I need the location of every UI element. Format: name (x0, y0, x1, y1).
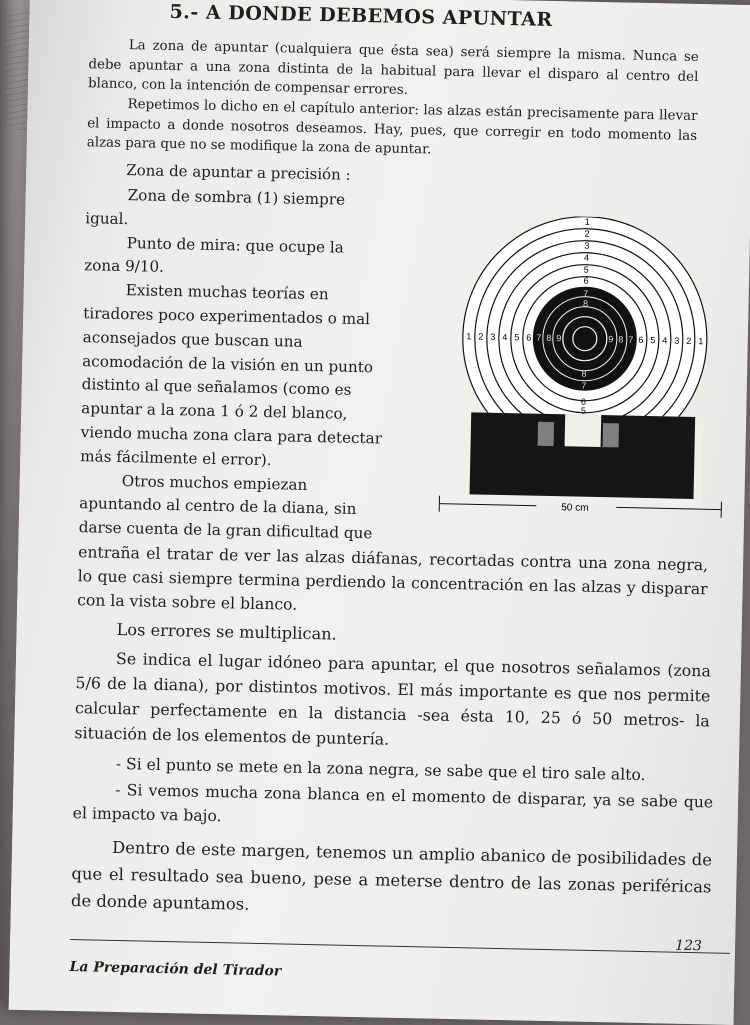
ring-number: 4 (662, 335, 667, 345)
paragraph-errores: Los errores se multiplican. (76, 617, 706, 654)
ring-number: 9 (556, 333, 561, 343)
page-number: 123 (675, 938, 702, 955)
sight-left-texture (538, 422, 554, 446)
ring-number: 6 (526, 332, 531, 342)
ring-number: 7 (581, 381, 586, 391)
footer-rule (70, 939, 730, 954)
text-line: Zona de sombra (1) siempre (85, 183, 390, 213)
ring-number: 4 (584, 253, 589, 263)
bullet-zona-blanca: - Si vemos mucha zona blanca en el momento de disparar, ya se sabe que el impacto va bajo. (73, 777, 714, 838)
sight-right-texture (603, 423, 619, 447)
section-title: 5.- A DONDE DEBEMOS APUNTAR (169, 1, 553, 31)
ring-number: 8 (581, 369, 586, 379)
text-line: acomodación de la visión en un punto (82, 350, 387, 380)
ring-number: 5 (584, 265, 589, 275)
ring-number: 7 (536, 333, 541, 343)
ring-number: 7 (583, 289, 588, 299)
ring-number: 1 (466, 331, 471, 341)
text-line: igual. (85, 207, 390, 237)
ring-number: 6 (638, 335, 643, 345)
page-content (69, 0, 730, 1004)
text-line: viendo mucha zona clara para detectar (80, 421, 385, 451)
book-page (9, 0, 750, 1025)
paragraph-dentro-margen: Dentro de este margen, tenemos un amplio abanico de posibilidades de que el resultado sea bueno, pese a meterse dentro de las zonas periféricas de donde apuntamos. (71, 833, 713, 927)
text-line: apuntar a la zona 1 ó 2 del blanco, (81, 397, 386, 427)
ring-number: 5 (514, 332, 519, 342)
text-line: darse cuenta de la gran dificultad que (78, 516, 383, 546)
text-line: aconsejados que buscan una (82, 326, 387, 356)
text-line: Punto de mira: que ocupe la (84, 231, 389, 261)
text-line: tiradores poco experimentados o mal (83, 302, 388, 332)
ring-number: 1 (585, 217, 590, 227)
paragraph-zona-precision: Zona de apuntar a precisión : (126, 158, 351, 187)
sight-notch (565, 414, 602, 447)
ring-number: 8 (546, 333, 551, 343)
paragraph-repetimos: Repetimos lo dicho en el capítulo anterior: las alzas están precisamente para llevar el impacto a donde nosotros deseamos. Hay, pues, que corregir en todo momento las alzas para que no se modifique la zona de apuntar. (87, 94, 698, 165)
ring-number: 3 (674, 336, 679, 346)
text-line: apuntando al centro de la diana, sin (79, 493, 384, 523)
ring-number: 5 (650, 335, 655, 345)
bullet-zona-negra: - Si el punto se mete en la zona negra, se sabe que el tiro sale alto. (116, 752, 716, 789)
ring-number: 2 (686, 336, 691, 346)
ring-number: 2 (478, 331, 483, 341)
ring-number: 6 (581, 397, 586, 407)
running-title: La Preparación del Tirador (69, 959, 281, 979)
ring-number: 3 (584, 241, 589, 251)
wrapped-column-text (78, 183, 390, 546)
text-line: más fácilmente el error). (80, 445, 385, 475)
text-line: distinto al que señalamos (como es (81, 374, 386, 404)
ring-numbers-left (466, 331, 561, 343)
ring-number: 8 (618, 334, 623, 344)
scale-line-right (616, 507, 721, 509)
scale-line-left (439, 504, 536, 506)
target-diagram (431, 214, 737, 530)
ring-number: 6 (583, 276, 588, 286)
target-svg (431, 214, 737, 530)
ring-number: 2 (584, 229, 589, 239)
ring-number: 5 (581, 406, 586, 416)
scale-label: 50 cm (561, 502, 588, 514)
ring-number: 4 (502, 332, 507, 342)
paragraph-zona-apuntar: La zona de apuntar (cualquiera que ésta sea) será siempre la misma. Nunca se debe apuntar a una zona distinta de la habitual para llevar el disparo al centro del blanco, con la intención de compensar errores. (88, 35, 699, 106)
text-line: Otros muchos empiezan (79, 469, 384, 499)
text-line: Existen muchas teorías en (83, 278, 388, 308)
ring-number: 1 (698, 336, 703, 346)
ring-number: 8 (583, 299, 588, 309)
paragraph-otros-continuation: entraña el tratar de ver las alzas diáfanas, recortadas contra una zona negra, lo que casi siempre termina perdiendo la concentración en las alzas y disparar con la vista sobre el blanco. (77, 540, 708, 625)
ring-number: 7 (628, 335, 633, 345)
ring-number: 3 (490, 332, 495, 342)
ring-number: 9 (608, 334, 613, 344)
text-line: zona 9/10. (84, 255, 389, 285)
paragraph-lugar-idoneo: Se indica el lugar idóneo para apuntar, el que nosotros señalamos (zona 5/6 de la diana), por distintos motivos. El más importante es que nos permite calcular perfectamente en la distancia -sea ésta 10, 25 ó 50 metros- la situación de los elementos de puntería. (74, 645, 711, 758)
